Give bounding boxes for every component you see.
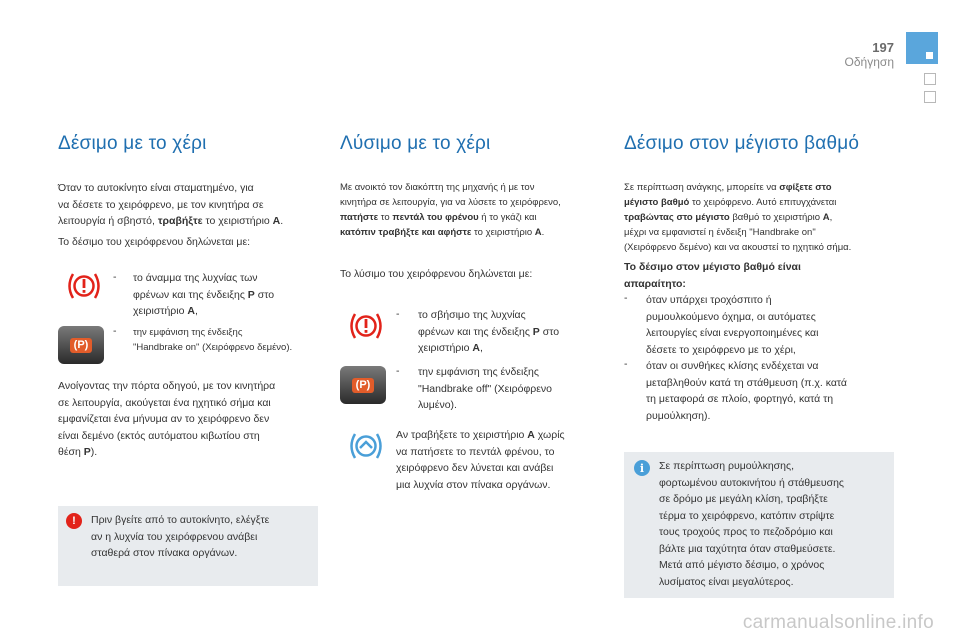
bullet-item: την εμφάνιση της ένδειξης "Handbrake on" (Χειρόφρενο δεμένο). [133,327,293,353]
subheading: Το δέσιμο στον μέγιστο βαθμό είναι απαραίτητο: [624,261,801,290]
exclamation-icon: ! [66,513,82,529]
paragraph: Το λύσιμο του χειρόφρενου δηλώνεται με: [340,268,533,280]
brake-warning-icon [56,266,112,306]
chapter-tab-empty [924,91,936,103]
section-title: Δέσιμο στον μέγιστο βαθμό [624,133,860,154]
watermark: carmanualsonline.info [742,612,934,633]
brake-light-icon [338,426,394,466]
paragraph: Όταν το αυτοκίνητο είναι σταματημένο, για να δέσετε το χειρόφρενο, με τον κινητήρα σε λειτουργία ή σβηστό, τραβήξτε το χειριστήριο A. [58,182,284,227]
bullet-item: το άναμμα της λυχνίας των φρένων και της ένδειξης P στο χειριστήριο A, [133,272,275,317]
section-name: Οδήγηση [844,55,894,69]
paragraph: Σε περίπτωση ανάγκης, μπορείτε να σφίξετε στο μέγιστο βαθμό το χειρόφρενο. Αυτό επιτυγχάνεται τραβώντας στο μέγιστο βαθμό το χειριστήριο A, μέχρι να εμφανιστεί η ένδειξη "Handbrake on" (Χειρόφρενο δεμένο) και να ακουστεί το ηχητικό σήμα. [624,182,852,253]
bullet-item: το σβήσιμο της λυχνίας φρένων και της ένδειξης P στο χειριστήριο A, [418,309,560,354]
chapter-tab-empty [924,73,936,85]
paragraph: Το δέσιμο του χειρόφρενου δηλώνεται με: [58,236,251,248]
paragraph: Ανοίγοντας την πόρτα οδηγού, με τον κινητήρα σε λειτουργία, ακούγεται ένα ηχητικό σήμα και εμφανίζεται ένα μήνυμα αν το χειρόφρενο δεν είναι δεμένο (εκτός αυτόματου κιβωτίου στη θέση P). [58,380,276,458]
section-title: Δέσιμο με το χέρι [58,133,207,154]
bullet-item: την εμφάνιση της ένδειξης "Handbrake off" (Χειρόφρενο λυμένο). [418,366,553,411]
handbrake-button-icon: (P) [340,366,386,404]
paragraph: Με ανοικτό τον διακόπτη της μηχανής ή με τον κινητήρα σε λειτουργία, για να λύσετε το χειρόφρενο, πατήστε το πεντάλ του φρένου ή το γκάζι και κατόπιν τραβήξτε και αφήστε το χειριστήριο A. [340,182,561,238]
chapter-tab [906,32,938,64]
page-number: 197 [872,40,894,55]
note-text: Αν τραβήξετε το χειριστήριο A χωρίς να πατήσετε το πεντάλ φρένου, το χειρόφρενο δεν λύνεται και ανάβει μια λυχνία στον πίνακα οργάνων. [396,429,565,491]
brake-warning-icon [338,306,394,346]
warning-text: Πριν βγείτε από το αυτοκίνητο, ελέγξτε αν η λυχνία του χειρόφρενου ανάβει σταθερά στον πίνακα οργάνων. [91,514,270,559]
section-title: Λύσιμο με το χέρι [340,133,491,154]
info-text: Σε περίπτωση ρυμούλκησης, φορτωμένου αυτοκινήτου ή στάθμευσης σε δρόμο με μεγάλη κλίση, τραβήξτε τέρμα το χειρόφρενο, κατόπιν στρίψτε τους τροχούς προς το πεζοδρόμιο και βάλτε μια ταχύτητα όταν σταθμεύσετε. Μετά από μέγιστο δέσιμο, ο χρόνος λυσίματος είναι μεγαλύτερος. [659,460,844,588]
info-icon: i [634,460,650,476]
handbrake-button-icon: (P) [58,326,104,364]
bullet-item: όταν οι συνθήκες κλίσης ενδέχεται να μεταβληθούν κατά τη στάθμευση (π.χ. κατά τη μεταφορά σε πλοίο, φορτηγό, κατά τη ρυμούλκηση). [646,360,847,422]
bullet-item: όταν υπάρχει τροχόσπιτο ή ρυμουλκούμενο όχημα, οι αυτόματες λειτουργίες είναι ενεργοποιημένες και δέσετε το χειρόφρενο με το χέρι, [646,294,819,356]
